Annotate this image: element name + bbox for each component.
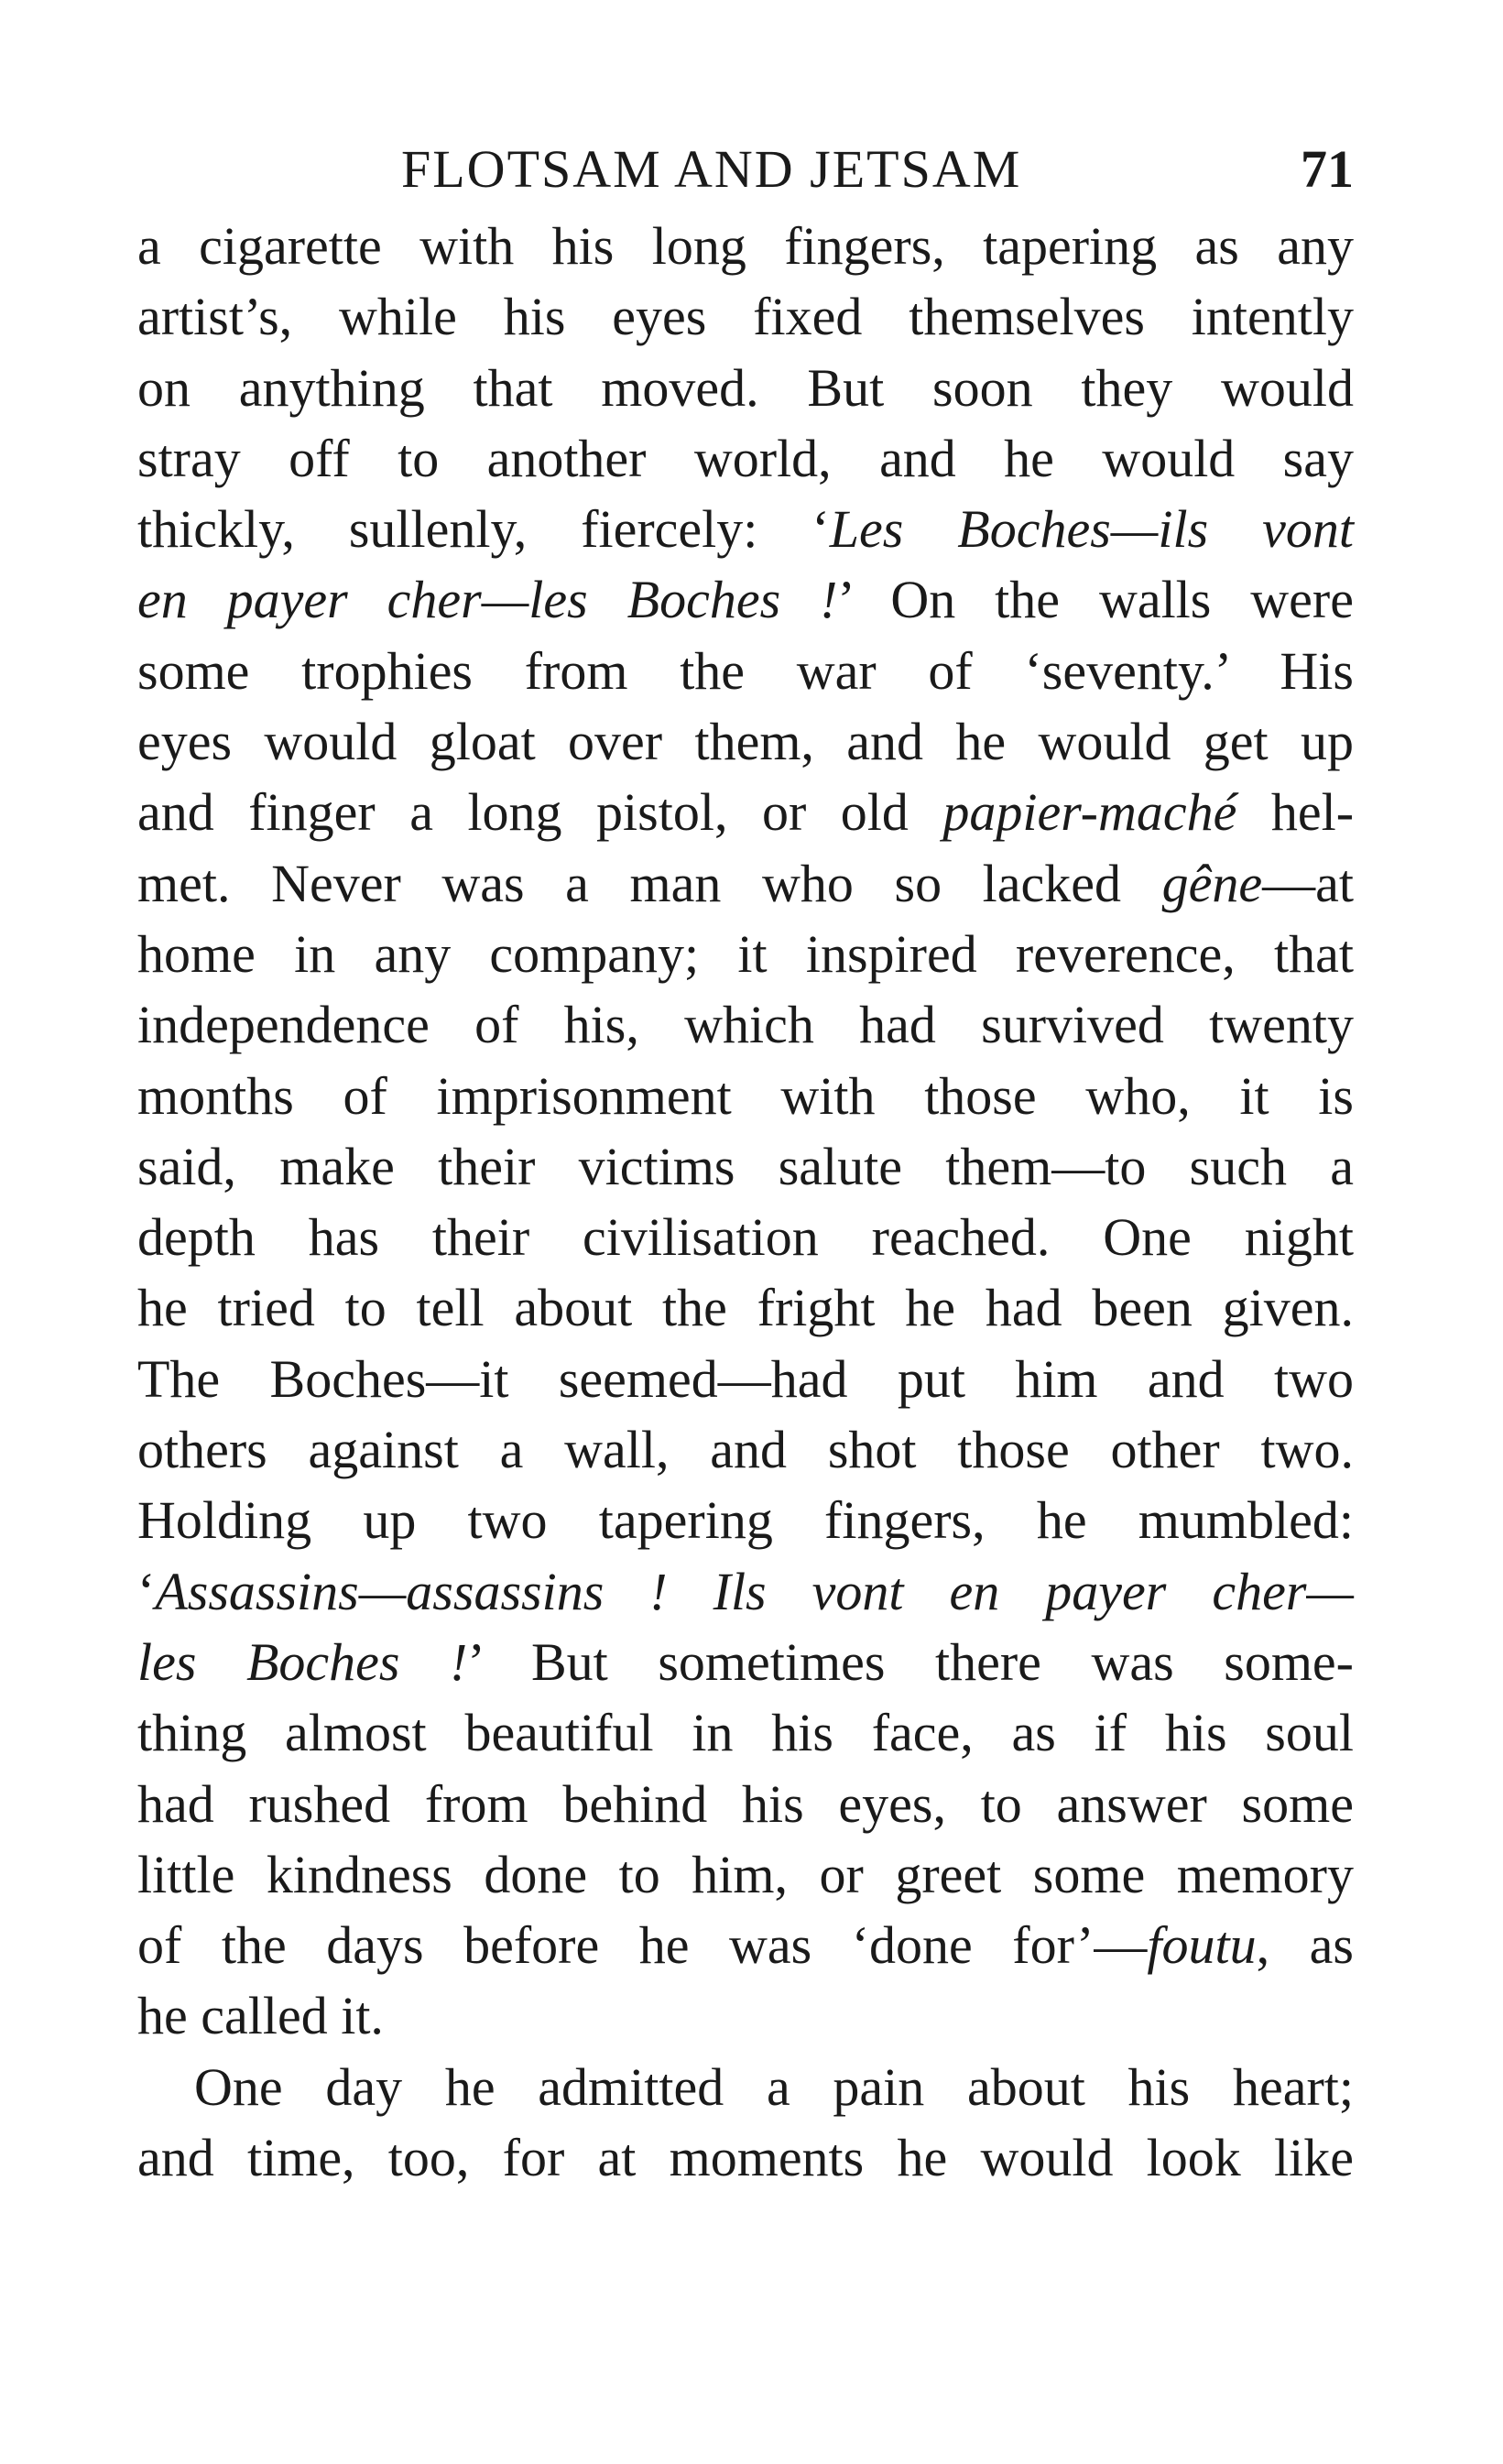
- running-head: [137, 128, 1354, 211]
- italic-text-segment: les Boches !: [137, 1631, 468, 1692]
- text-line: [137, 1344, 1354, 1414]
- text-segment: others against a wall, and shot those other two.: [137, 1420, 1354, 1480]
- italic-text-segment: en payer cher—les Boches !: [137, 570, 838, 630]
- text-line: [137, 1910, 1354, 1980]
- text-segment: and time, too, for at moments he would look like: [137, 2128, 1354, 2188]
- text-segment: months of imprisonment with those who, it is: [137, 1065, 1354, 1126]
- text-segment: thickly, sullenly, fiercely: ‘: [137, 499, 830, 560]
- italic-text-segment: papier-maché: [942, 782, 1237, 843]
- text-line: [137, 706, 1354, 777]
- text-segment: , as: [1256, 1915, 1354, 1976]
- text-segment: he tried to tell about the fright he had been given.: [137, 1278, 1354, 1338]
- running-head-title: FLOTSAM AND JETSAM: [401, 139, 1022, 199]
- text-line: [137, 1061, 1354, 1131]
- italic-text-segment: gêne: [1161, 853, 1263, 913]
- text-segment: thing almost beautiful in his face, as if his soul: [137, 1703, 1354, 1763]
- italic-text-segment: foutu: [1147, 1915, 1257, 1976]
- text-line: [137, 1839, 1354, 1910]
- text-line: [137, 1697, 1354, 1768]
- text-line: [137, 423, 1354, 494]
- text-line: [137, 1414, 1354, 1485]
- text-line: [137, 1131, 1354, 1202]
- text-segment: had rushed from behind his eyes, to answer some: [137, 1773, 1354, 1834]
- text-segment: One day he admitted a pain about his heart;: [194, 2056, 1354, 2117]
- text-segment: of the days before he was ‘done for’—: [137, 1915, 1148, 1976]
- text-segment: Holding up two tapering fingers, he mumbled:: [137, 1490, 1354, 1551]
- text-segment: independence of his, which had survived twenty: [137, 995, 1354, 1055]
- book-page: [137, 128, 1354, 2193]
- text-line: [137, 1272, 1354, 1343]
- text-segment: met. Never was a man who so lacked: [137, 853, 1162, 913]
- text-line: [137, 1769, 1354, 1839]
- italic-text-segment: Assassins—assassins ! Ils vont en payer cher—: [155, 1561, 1354, 1621]
- text-line: [137, 1202, 1354, 1272]
- text-segment: some trophies from the war of ‘seventy.’ His: [137, 640, 1354, 701]
- text-segment: and finger a long pistol, or old: [137, 782, 943, 843]
- text-segment: ’ But sometimes there was some-: [467, 1631, 1354, 1692]
- text-segment: hel-: [1236, 782, 1355, 843]
- text-line: [137, 353, 1354, 423]
- text-line: [137, 494, 1354, 564]
- body-text: [137, 211, 1354, 2193]
- text-segment: stray off to another world, and he would say: [137, 428, 1354, 488]
- text-segment: artist’s, while his eyes fixed themselves intently: [137, 287, 1354, 347]
- text-segment: little kindness done to him, or greet some memory: [137, 1844, 1354, 1904]
- text-line: [137, 2052, 1354, 2122]
- text-line: [137, 636, 1354, 706]
- text-segment: he called it.: [137, 1986, 384, 2046]
- text-line: [137, 281, 1354, 352]
- text-segment: said, make their victims salute them—to such a: [137, 1136, 1354, 1196]
- text-segment: ’ On the walls were: [837, 570, 1354, 630]
- text-line: [137, 1485, 1354, 1555]
- text-line: [137, 848, 1354, 919]
- text-line: [137, 777, 1354, 847]
- text-segment: The Boches—it seemed—had put him and two: [137, 1348, 1354, 1409]
- text-segment: depth has their civilisation reached. One night: [137, 1207, 1354, 1268]
- text-line: [137, 1627, 1354, 1697]
- italic-text-segment: Les Boches—ils vont: [829, 499, 1354, 560]
- text-segment: home in any company; it inspired reverence, that: [137, 923, 1354, 984]
- text-segment: on anything that moved. But soon they would: [137, 357, 1354, 418]
- text-segment: —at: [1262, 853, 1354, 913]
- text-line: [137, 989, 1354, 1060]
- text-segment: eyes would gloat over them, and he would get up: [137, 712, 1354, 772]
- text-segment: a cigarette with his long fingers, tapering as any: [137, 216, 1354, 276]
- text-line: [137, 1980, 1354, 2051]
- text-line: [137, 919, 1354, 989]
- text-line: [137, 564, 1354, 635]
- text-segment: ‘: [137, 1561, 156, 1621]
- text-line: [137, 211, 1354, 281]
- page-number: 71: [1301, 139, 1354, 199]
- text-line: [137, 1556, 1354, 1627]
- text-line: [137, 2122, 1354, 2193]
